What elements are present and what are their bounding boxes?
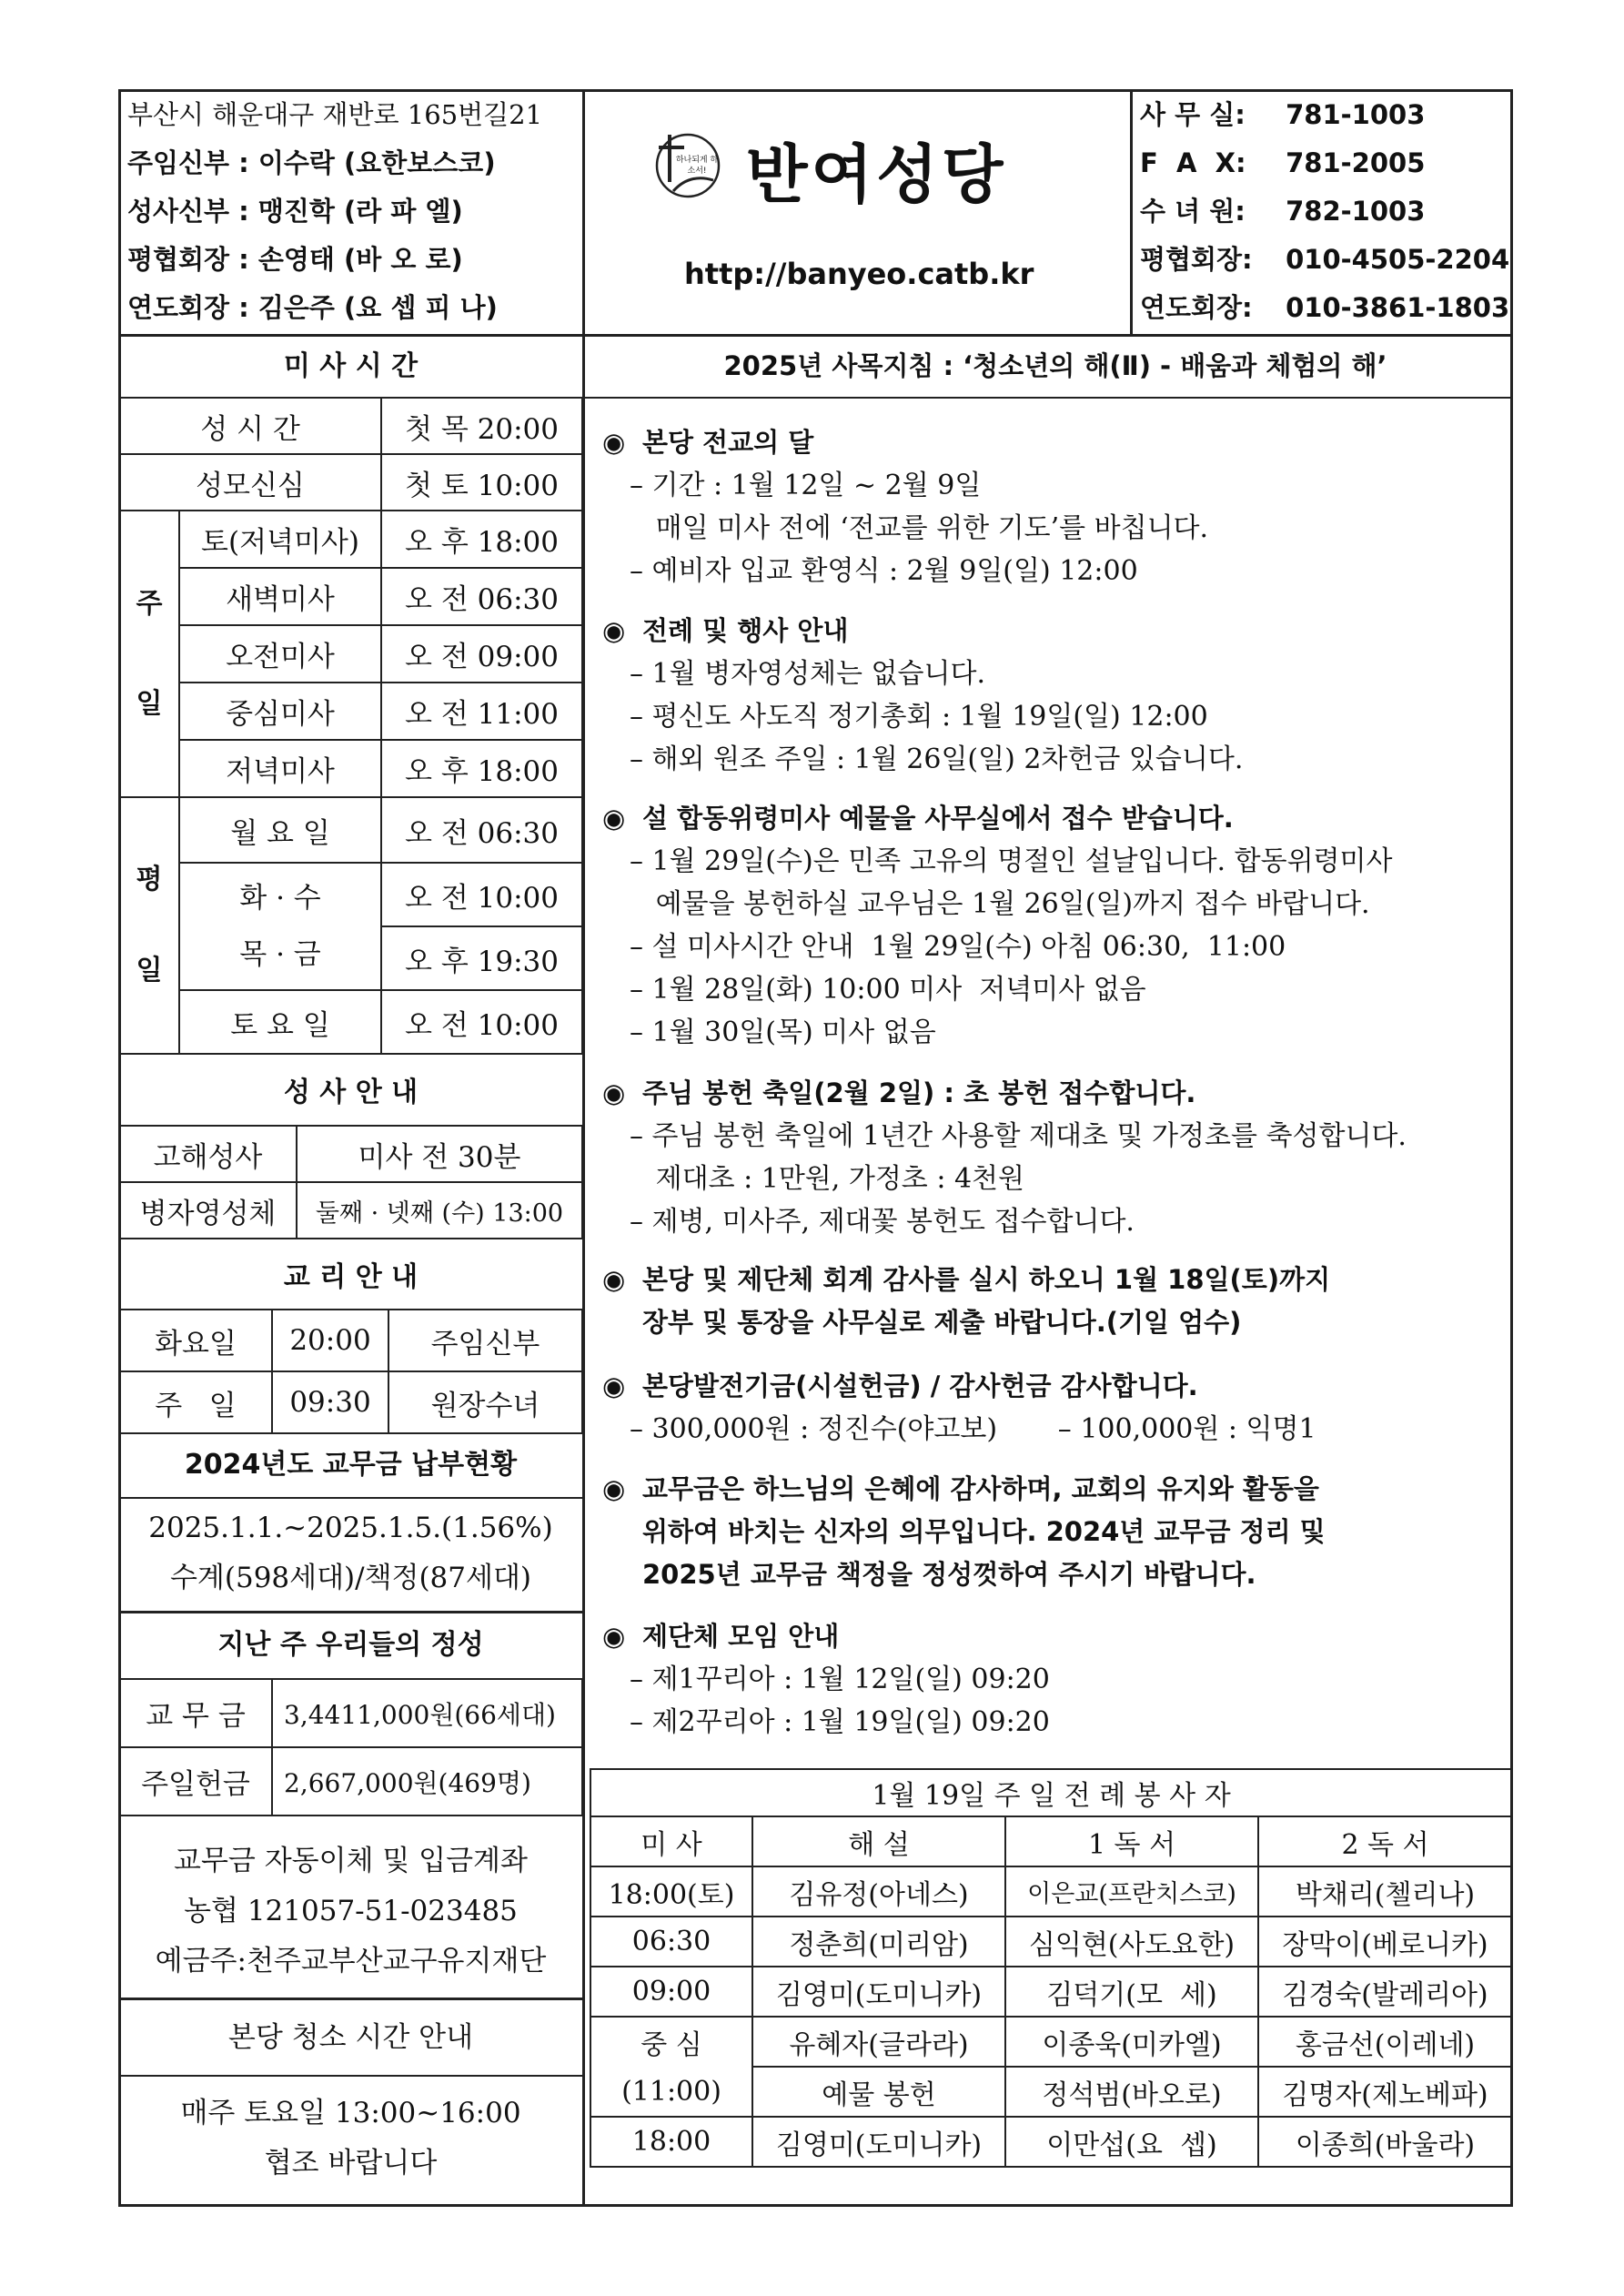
contact-convent: 수 녀 원: 782-1003: [1140, 196, 1426, 227]
cleaning-line1: 매주 토요일 13:00~16:00: [180, 2097, 521, 2129]
servers-cell: 중 심: [590, 2017, 752, 2067]
news-item: [602, 1072, 1512, 1243]
bullet-icon: ◉: [602, 1371, 626, 1401]
cleaning-title: 본당 청소 시간 안내: [227, 2021, 474, 2054]
servers-cell: 정석범(바오로): [1005, 2067, 1258, 2117]
news-title: ◉ 주님 봉헌 축일(2월 2일) : 초 봉헌 접수합니다.: [602, 1072, 1512, 1115]
bullet-icon: ◉: [602, 803, 626, 834]
parish-logo-icon: [653, 127, 722, 200]
contact-prayer: 연도회장: 010-3861-1803: [1140, 292, 1510, 323]
news-title: ◉ 전례 및 행사 안내: [602, 610, 1512, 652]
news-title: ◉ 본당 및 제단체 회계 감사를 실시 하오니 1월 18일(토)까지: [602, 1259, 1512, 1301]
marian-label: 성모신심: [119, 454, 381, 511]
weekday-tue-fri-time-1: 오 전 10:00: [381, 863, 582, 926]
sunday-mass-label: 저녁미사: [179, 740, 381, 797]
catechism-time: 09:30: [272, 1371, 388, 1433]
sacraments-table: [118, 1125, 583, 1239]
dues-line2: 수계(598세대)/책정(87세대): [169, 1562, 531, 1594]
account-line3: 예금주:천주교부산교구유지재단: [155, 1945, 547, 1977]
news-item: [602, 1615, 1512, 1744]
news-line: – 제2꾸리아 : 1월 19일(일) 09:20: [630, 1706, 1050, 1738]
news-title: ◉ 제단체 모임 안내: [602, 1615, 1512, 1658]
offerings-table: [118, 1678, 583, 1816]
news-line: 예물을 봉헌하실 교우님은 1월 26일(일)까지 접수 바랍니다.: [630, 888, 1370, 920]
table-row: [590, 2017, 1512, 2067]
sunday-mass-time: 오 전 11:00: [381, 683, 582, 740]
servers-cell: 유혜자(글라라): [752, 2017, 1005, 2067]
news-line: – 1월 30일(목) 미사 없음: [630, 1017, 936, 1048]
catechism-table: [118, 1309, 583, 1434]
mass-times-title: 미 사 시 간: [283, 350, 419, 382]
news-line: – 해외 원조 주일 : 1월 26일(일) 2차헌금 있습니다.: [630, 743, 1244, 775]
cleaning-line2: 협조 바랍니다: [264, 2147, 438, 2180]
servers-cell: 김명자(제노베파): [1258, 2067, 1512, 2117]
sunday-mass-time: 오 전 06:30: [381, 568, 582, 625]
sick-value: 둘째 · 넷째 (수) 13:00: [297, 1182, 582, 1239]
table-row: [590, 2067, 1512, 2117]
offering-sunday-value: 2,667,000원(469명): [272, 1747, 582, 1816]
servers-cell: 김경숙(발레리아): [1258, 1967, 1512, 2017]
weekday-sat-label: 토 요 일: [179, 990, 381, 1054]
account-line1: 교무금 자동이체 및 입금계좌: [174, 1845, 528, 1877]
news-title: ◉ 설 합동위령미사 예물을 사무실에서 접수 받습니다.: [602, 797, 1512, 840]
clergy-council: 평협회장 : 손영태 (바 오 로): [127, 244, 463, 275]
mass-times-table: [118, 397, 583, 1055]
confession-value: 미사 전 30분: [297, 1126, 582, 1182]
catechism-title: 교 리 안 내: [283, 1261, 419, 1293]
bullet-icon: ◉: [602, 615, 626, 646]
news-item: [602, 610, 1512, 781]
news-item: [602, 1365, 1512, 1451]
servers-title: 1월 19일 주 일 전 례 봉 사 자: [590, 1769, 1512, 1816]
servers-cell: 06:30: [590, 1917, 752, 1967]
servers-cell: 이은교(프란치스코): [1005, 1866, 1258, 1917]
news-item: [602, 1468, 1512, 1596]
servers-cell: (11:00): [590, 2067, 752, 2117]
servers-cell: 장막이(베로니카): [1258, 1917, 1512, 1967]
contact-fax: F A X: 781-2005: [1140, 147, 1426, 178]
news-title: ◉ 본당발전기금(시설헌금) / 감사헌금 감사합니다.: [602, 1365, 1512, 1408]
pastoral-motto: 2025년 사목지침 : ‘청소년의 해(Ⅱ) - 배움과 체험의 해’: [723, 350, 1387, 381]
logo-text: 하나되게 하소서!: [675, 156, 719, 176]
table-row: [590, 1866, 1512, 1917]
catechism-time: 20:00: [272, 1310, 388, 1371]
news-line: – 1월 28일(화) 10:00 미사 저녁미사 없음: [630, 974, 1146, 1006]
header-divider-right: [1130, 89, 1133, 335]
news-line: – 300,000원 : 정진수(야고보) – 100,000원 : 익명1: [630, 1413, 1316, 1445]
offering-sunday-label: 주일헌금: [119, 1747, 272, 1816]
confession-label: 고해성사: [119, 1126, 297, 1182]
servers-cell: 홍금선(이레네): [1258, 2017, 1512, 2067]
header-left: [127, 91, 582, 332]
contacts: [1140, 91, 1513, 332]
weekday-tue-fri-time-2: 오 후 19:30: [381, 926, 582, 990]
news-line: – 기간 : 1월 12일 ~ 2월 9일: [630, 470, 982, 501]
bullet-icon: ◉: [602, 1077, 626, 1108]
sunday-mass-time: 오 전 09:00: [381, 625, 582, 683]
servers-cell: 이종욱(미카엘): [1005, 2017, 1258, 2067]
sunday-mass-label: 새벽미사: [179, 568, 381, 625]
table-row: [590, 1917, 1512, 1967]
sunday-label: 주 일: [119, 511, 179, 797]
sunday-mass-label: 토(저녁미사): [179, 511, 381, 568]
sunday-mass-time: 오 후 18:00: [381, 740, 582, 797]
frame-bottom: [118, 2204, 1513, 2207]
servers-cell: 18:00(토): [590, 1866, 752, 1917]
servers-cell: 09:00: [590, 1967, 752, 2017]
offering-dues-label: 교 무 금: [119, 1679, 272, 1747]
catechism-day: 화요일: [119, 1310, 272, 1371]
weekday-tue-fri-label: 화 · 수 목 · 금: [179, 863, 381, 990]
servers-cell: 이종희(바울라): [1258, 2117, 1512, 2167]
servers-cell: 김유정(아네스): [752, 1866, 1005, 1917]
servers-header: 1 독 서: [1005, 1816, 1258, 1866]
sacraments-title: 성 사 안 내: [283, 1077, 419, 1108]
address: 부산시 해운대구 재반로 165번길21: [127, 99, 543, 130]
news-line: – 설 미사시간 안내 1월 29일(수) 아침 06:30, 11:00: [630, 931, 1286, 963]
sunday-mass-label: 오전미사: [179, 625, 381, 683]
weekday-label: 평 일: [119, 797, 179, 1054]
catechism-teacher: 주임신부: [388, 1310, 582, 1371]
catechism-day: 주 일: [119, 1371, 272, 1433]
contact-office: 사 무 실: 781-1003: [1140, 99, 1426, 130]
dues-line1: 2025.1.1.~2025.1.5.(1.56%): [148, 1512, 553, 1544]
news-line: – 주님 봉헌 축일에 1년간 사용할 제대초 및 가정초를 축성합니다.: [630, 1120, 1407, 1152]
servers-cell: 예물 봉헌: [752, 2067, 1005, 2117]
weekday-mon-label: 월 요 일: [179, 797, 381, 863]
news-title-cont: 장부 및 통장을 사무실로 제출 바랍니다.(기일 엄수): [642, 1307, 1242, 1338]
sick-label: 병자영성체: [119, 1182, 297, 1239]
sunday-mass-time: 오 후 18:00: [381, 511, 582, 568]
dues-title: 2024년도 교무금 납부현황: [184, 1449, 518, 1481]
news-title: ◉ 본당 전교의 달: [602, 421, 1512, 464]
servers-cell: 김덕기(모 세): [1005, 1967, 1258, 2017]
servers-cell: 이만섭(요 셉): [1005, 2117, 1258, 2167]
clergy-pastor: 주임신부 : 이수락 (요한보스코): [127, 147, 496, 178]
servers-cell: 정춘희(미리암): [752, 1917, 1005, 1967]
cleaning-divider: [118, 2075, 583, 2077]
servers-header: 2 독 서: [1258, 1816, 1512, 1866]
clergy-prayer: 연도회장 : 김은주 (요 셉 피 나): [127, 292, 498, 323]
news-item: [602, 797, 1512, 1054]
news-title-cont: 2025년 교무금 책정을 정성껏하여 주시기 바랍니다.: [642, 1559, 1256, 1590]
dues-title-divider: [118, 1497, 583, 1499]
bullet-icon: ◉: [602, 1473, 626, 1504]
news-line: – 평신도 사도직 정기총회 : 1월 19일(일) 12:00: [630, 701, 1208, 733]
bullet-icon: ◉: [602, 1264, 626, 1295]
bullet-icon: ◉: [602, 1621, 626, 1652]
account-line2: 농협 121057-51-023485: [184, 1895, 518, 1927]
offerings-title: 지난 주 우리들의 정성: [217, 1629, 484, 1661]
motto-bottom: [582, 397, 1513, 399]
table-row: [590, 1967, 1512, 2017]
sunday-mass-label: 중심미사: [179, 683, 381, 740]
news-item: [602, 1259, 1512, 1344]
servers-cell: 김영미(도미니카): [752, 1967, 1005, 2017]
weekday-mon-time: 오 전 06:30: [381, 797, 582, 863]
table-row: [590, 2117, 1512, 2167]
weekday-sat-time: 오 전 10:00: [381, 990, 582, 1054]
holy-hour-time: 첫 목 20:00: [381, 398, 582, 454]
parish-url[interactable]: http://banyeo.catb.kr: [684, 257, 1034, 291]
servers-cell: 김영미(도미니카): [752, 2117, 1005, 2167]
news-line: – 제1꾸리아 : 1월 12일(일) 09:20: [630, 1664, 1050, 1695]
contact-council: 평협회장: 010-4505-2204: [1140, 244, 1510, 275]
servers-cell: 박채리(첼리나): [1258, 1866, 1512, 1917]
servers-header: 해 설: [752, 1816, 1005, 1866]
holy-hour-label: 성 시 간: [119, 398, 381, 454]
news-item: [602, 421, 1512, 592]
news-line: – 1월 병자영성체는 없습니다.: [630, 658, 986, 690]
servers-cell: 18:00: [590, 2117, 752, 2167]
parish-name: 반여성당: [746, 137, 1007, 212]
news-line: – 1월 29일(수)은 민족 고유의 명절인 설날입니다. 합동위령미사: [630, 845, 1393, 877]
news-line: – 제병, 미사주, 제대꽃 봉헌도 접수합니다.: [630, 1206, 1135, 1238]
marian-time: 첫 토 10:00: [381, 454, 582, 511]
news-title: ◉ 교무금은 하느님의 은혜에 감사하며, 교회의 유지와 활동을: [602, 1468, 1512, 1511]
news-line: 제대초 : 1만원, 가정초 : 4천원: [630, 1163, 1025, 1195]
news-title-cont: 위하여 바치는 신자의 의무입니다. 2024년 교무금 정리 및: [642, 1516, 1326, 1547]
news-line: – 예비자 입교 환영식 : 2월 9일(일) 12:00: [630, 555, 1138, 587]
news-line: 매일 미사 전에 ‘전교를 위한 기도’를 바칩니다.: [630, 512, 1209, 544]
catechism-teacher: 원장수녀: [388, 1371, 582, 1433]
servers-header: 미 사: [590, 1816, 752, 1866]
clergy-assistant: 성사신부 : 맹진학 (라 파 엘): [127, 196, 463, 227]
offering-dues-value: 3,4411,000원(66세대): [272, 1679, 582, 1747]
bullet-icon: ◉: [602, 427, 626, 458]
liturgy-servers-table: [590, 1768, 1513, 2168]
servers-cell: 심익현(사도요한): [1005, 1917, 1258, 1967]
